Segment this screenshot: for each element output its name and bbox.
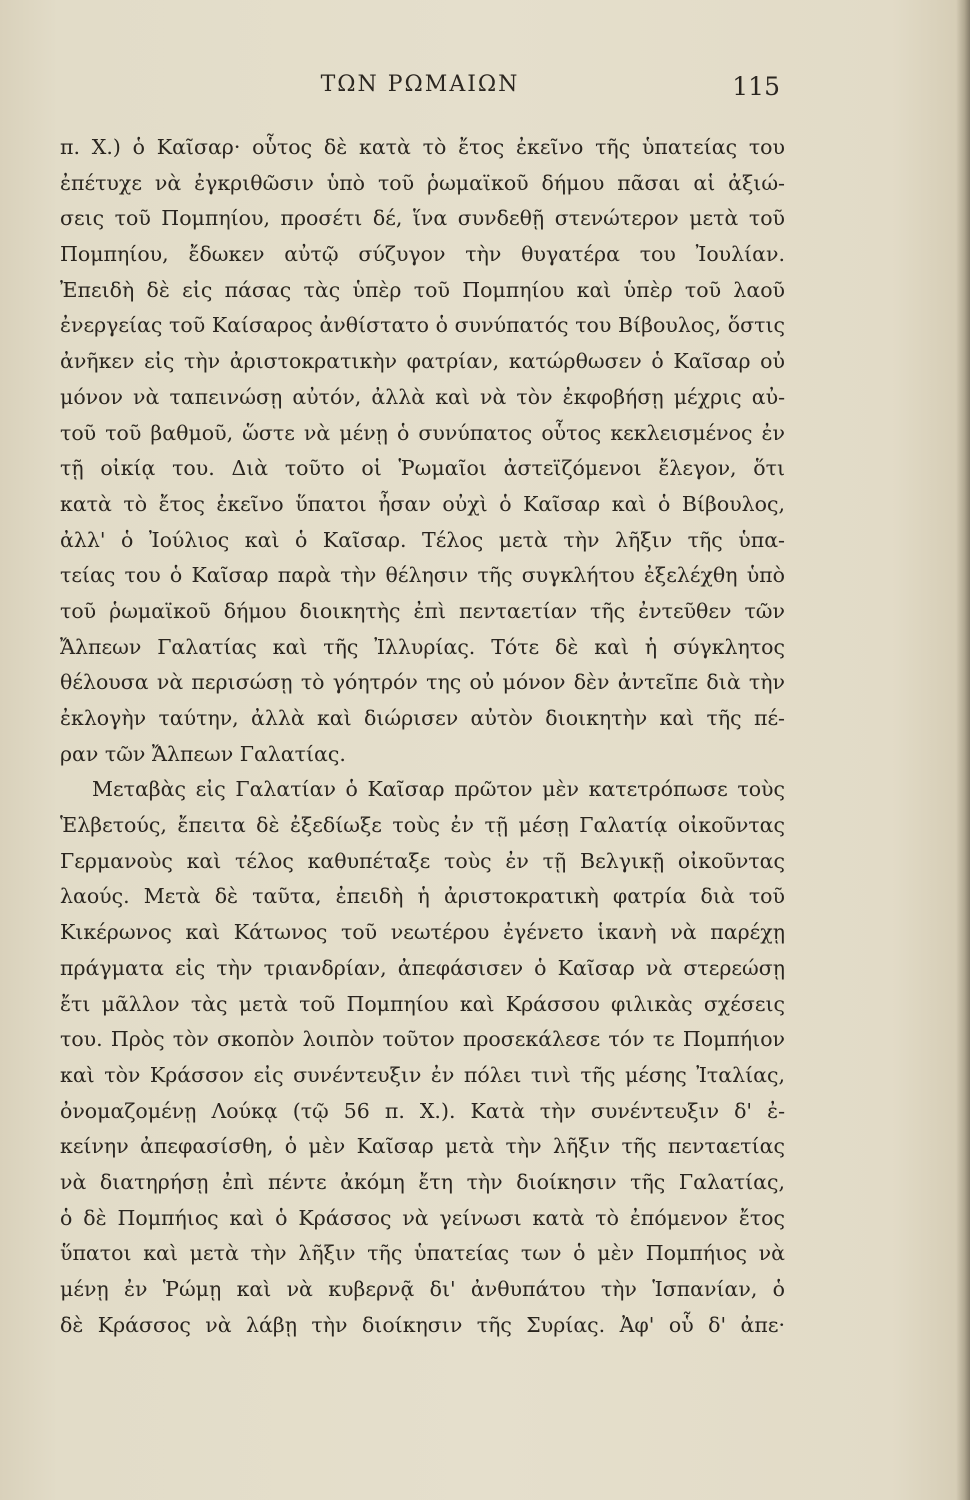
text-line: καὶ τὸν Κράσσον εἰς συνέντευξιν ἐν πόλει τινὶ τῆς μέσης Ἰταλίας, — [60, 1062, 785, 1087]
text-line: ἐκλογὴν ταύτην, ἀλλὰ καὶ διώρισεν αὐτὸν διοικητὴν καὶ τῆς πέ- — [60, 706, 785, 730]
text-line: ὕπατοι καὶ μετὰ τὴν λῆξιν τῆς ὑπατείας των ὁ μὲν Πομπήιος νὰ — [60, 1241, 785, 1266]
text-line: Μεταβὰς εἰς Γαλατίαν ὁ Καῖσαρ πρῶτον μὲν κατετρόπωσε τοὺς — [92, 777, 785, 802]
text-line: Πομπηίου, ἔδωκεν αὐτῷ σύζυγον τὴν θυγατέρα του Ἰουλίαν. — [60, 242, 785, 267]
text-line: ὁ δὲ Πομπήιος καὶ ὁ Κράσσος νὰ γείνωσι κατὰ τὸ ἐπόμενον ἔτος — [60, 1205, 785, 1230]
text-line: ἐπέτυχε νὰ ἐγκριθῶσιν ὑπὸ τοῦ ῥωμαϊκοῦ δήμου πᾶσαι αἱ ἀξιώ- — [60, 170, 785, 195]
text-line: του. Πρὸς τὸν σκοπὸν λοιπὸν τοῦτον προσεκάλεσε τόν τε Πομπήιον — [60, 1027, 785, 1052]
text-line: μόνον νὰ ταπεινώσῃ αὐτόν, ἀλλὰ καὶ νὰ τὸν ἐκφοβήσῃ μέχρις αὐ- — [60, 384, 785, 409]
page-number: 115 — [732, 72, 780, 101]
running-head — [60, 72, 780, 106]
text-line: ἀλλ' ὁ Ἰούλιος καὶ ὁ Καῖσαρ. Τέλος μετὰ τὴν λῆξιν τῆς ὑπα- — [60, 527, 785, 552]
text-line: κείνην ἀπεφασίσθη, ὁ μὲν Καῖσαρ μετὰ τὴν λῆξιν τῆς πενταετίας — [60, 1134, 785, 1159]
text-line: π. Χ.) ὁ Καῖσαρ· οὗτος δὲ κατὰ τὸ ἔτος ἐκεῖνο τῆς ὑπατείας του — [60, 135, 785, 159]
text-line: Ἐπειδὴ δὲ εἰς πάσας τὰς ὑπὲρ τοῦ Πομπηίου καὶ ὑπὲρ τοῦ λαοῦ — [60, 277, 785, 302]
text-line: Ἄλπεων Γαλατίας καὶ τῆς Ἰλλυρίας. Τότε δὲ καὶ ἡ σύγκλητος — [60, 634, 785, 659]
text-line: τοῦ ῥωμαϊκοῦ δήμου διοικητὴς ἐπὶ πενταετίαν τῆς ἐντεῦθεν τῶν — [60, 598, 785, 623]
text-line: θέλουσα νὰ περισώσῃ τὸ γόητρόν της οὐ μόνον δὲν ἀντεῖπε διὰ τὴν — [60, 670, 785, 695]
text-line: ὀνομαζομένῃ Λούκᾳ (τῷ 56 π. Χ.). Κατὰ τὴν συνέντευξιν δ' ἐ- — [60, 1098, 785, 1123]
text-line: τοῦ τοῦ βαθμοῦ, ὥστε νὰ μένῃ ὁ συνύπατος οὗτος κεκλεισμένος ἐν — [60, 420, 785, 445]
text-line: νὰ διατηρήσῃ ἐπὶ πέντε ἀκόμη ἔτη τὴν διοίκησιν τῆς Γαλατίας, — [60, 1169, 785, 1194]
text-line: ραν τῶν Ἄλπεων Γαλατίας. — [60, 741, 346, 766]
text-line: Ἑλβετούς, ἔπειτα δὲ ἐξεδίωξε τοὺς ἐν τῇ μέσῃ Γαλατίᾳ οἰκοῦντας — [60, 813, 785, 838]
text-line: Γερμανοὺς καὶ τέλος καθυπέταξε τοὺς ἐν τῇ Βελγικῇ οἰκοῦντας — [60, 848, 785, 873]
text-line: δὲ Κράσσος νὰ λάβῃ τὴν διοίκησιν τῆς Συρίας. Ἀφ' οὗ δ' ἀπε· — [60, 1312, 785, 1337]
text-line: ἔτι μᾶλλον τὰς μετὰ τοῦ Πομπηίου καὶ Κράσσου φιλικὰς σχέσεις — [60, 991, 785, 1016]
text-line: μένῃ ἐν Ῥώμῃ καὶ νὰ κυβερνᾷ δι' ἀνθυπάτου τὴν Ἱσπανίαν, ὁ — [60, 1277, 785, 1301]
text-line: ἐνεργείας τοῦ Καίσαρος ἀνθίστατο ὁ συνύπατός του Βίβουλος, ὅστις — [60, 313, 785, 338]
text-line: σεις τοῦ Πομπηίου, προσέτι δέ, ἵνα συνδεθῇ στενώτερον μετὰ τοῦ — [60, 206, 785, 231]
text-line: πράγματα εἰς τὴν τριανδρίαν, ἀπεφάσισεν ὁ Καῖσαρ νὰ στερεώσῃ — [60, 955, 785, 980]
running-title: ΤΩΝ ΡΩΜΑΙΩΝ — [320, 72, 520, 97]
body-text — [60, 130, 785, 1343]
page-binding-edge — [956, 0, 970, 1500]
text-line: λαούς. Μετὰ δὲ ταῦτα, ἐπειδὴ ἡ ἀριστοκρατικὴ φατρία διὰ τοῦ — [60, 884, 785, 909]
text-line: ἀνῆκεν εἰς τὴν ἀριστοκρατικὴν φατρίαν, κατώρθωσεν ὁ Καῖσαρ οὐ — [60, 349, 785, 374]
text-line: τῇ οἰκίᾳ του. Διὰ τοῦτο οἱ Ῥωμαῖοι ἀστεϊζόμενοι ἔλεγον, ὅτι — [60, 456, 785, 481]
text-line: τείας του ὁ Καῖσαρ παρὰ τὴν θέλησιν τῆς συγκλήτου ἐξελέχθη ὑπὸ — [60, 563, 785, 588]
text-line: κατὰ τὸ ἔτος ἐκεῖνο ὕπατοι ἦσαν οὐχὶ ὁ Καῖσαρ καὶ ὁ Βίβουλος, — [60, 491, 785, 516]
text-line: Κικέρωνος καὶ Κάτωνος τοῦ νεωτέρου ἐγένετο ἱκανὴ νὰ παρέχῃ — [60, 920, 785, 945]
